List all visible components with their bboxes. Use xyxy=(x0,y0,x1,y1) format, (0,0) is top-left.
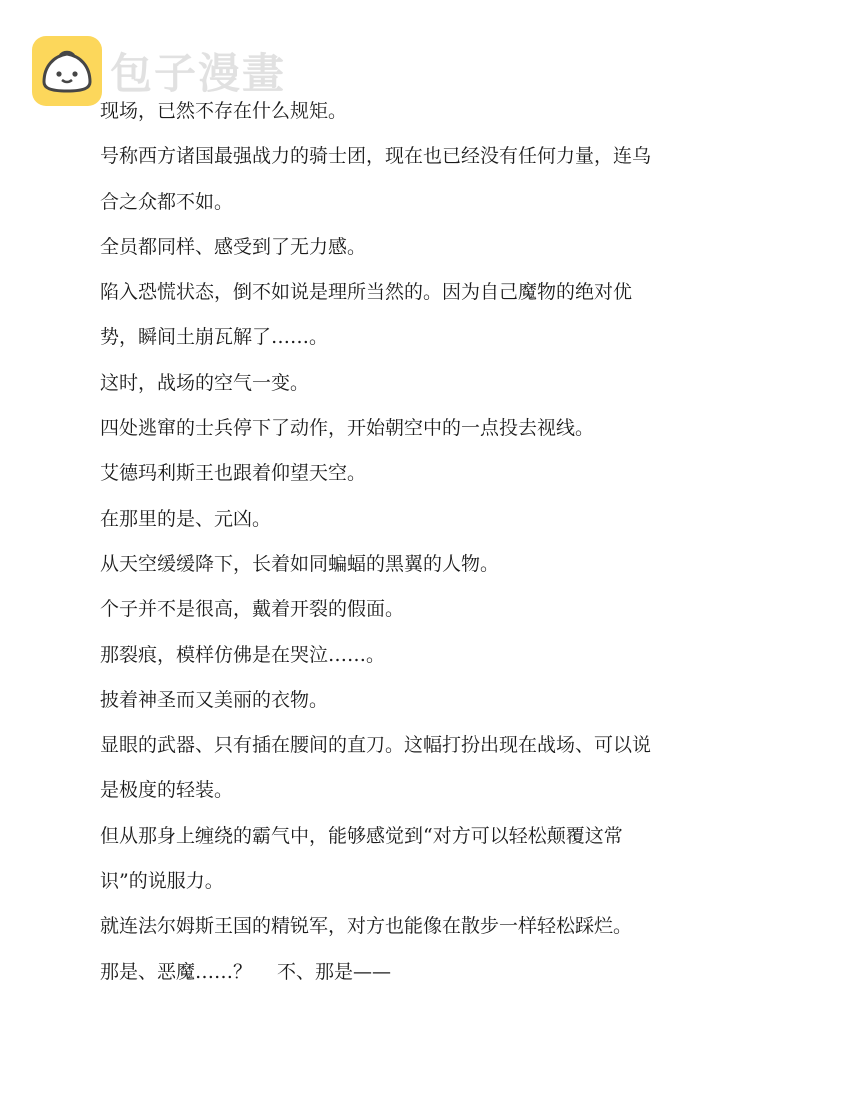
text-line: 四处逃窜的士兵停下了动作，开始朝空中的一点投去视线。 xyxy=(100,417,595,440)
text-line: 在那里的是、元凶。 xyxy=(100,507,272,530)
text-line: 艾德玛利斯王也跟着仰望天空。 xyxy=(100,462,367,485)
text-line: 势，瞬间土崩瓦解了……。 xyxy=(100,326,329,349)
text-line: 合之众都不如。 xyxy=(100,190,234,213)
watermark-text: 包子漫畫 xyxy=(110,49,287,98)
text-line: 披着神圣而又美丽的衣物。 xyxy=(100,688,329,711)
text-line: 陷入恐慌状态，倒不如说是理所当然的。因为自己魔物的绝对优 xyxy=(100,281,633,304)
text-line: 现场，已然不存在什么规矩。 xyxy=(100,100,348,122)
text-line: 从天空缓缓降下，长着如同蝙蝠的黑翼的人物。 xyxy=(100,552,500,575)
text-line: 识”的说服力。 xyxy=(100,870,224,893)
text-line: 那裂痕，模样仿佛是在哭泣……。 xyxy=(100,643,386,666)
text-line: 就连法尔姆斯王国的精锐军，对方也能像在散步一样轻松踩烂。 xyxy=(100,915,633,938)
text-line: 那是、恶魔……？ 不、那是—— xyxy=(100,960,392,983)
bun-icon xyxy=(32,36,102,106)
text-line: 号称西方诸国最强战力的骑士团，现在也已经没有任何力量，连乌 xyxy=(100,145,652,168)
text-line: 是极度的轻装。 xyxy=(100,779,234,802)
text-line: 显眼的武器、只有插在腰间的直刀。这幅打扮出现在战场、可以说 xyxy=(100,734,652,757)
article-text xyxy=(100,89,720,995)
text-line: 但从那身上缠绕的霸气中，能够感觉到“对方可以轻松颠覆这常 xyxy=(100,824,623,847)
text-line: 这时，战场的空气一变。 xyxy=(100,371,310,394)
text-line: 全员都同样、感受到了无力感。 xyxy=(100,235,367,258)
text-line: 个子并不是很高，戴着开裂的假面。 xyxy=(100,598,405,621)
